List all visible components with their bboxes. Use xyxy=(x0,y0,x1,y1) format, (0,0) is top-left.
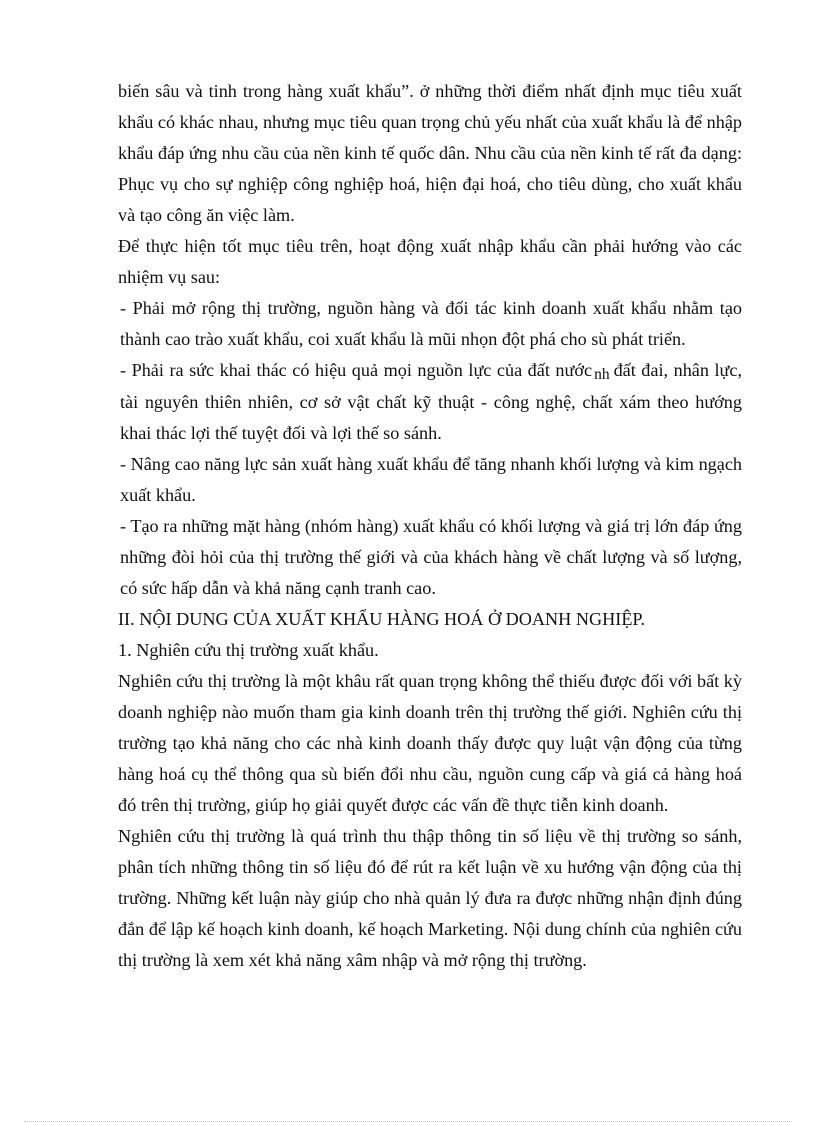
document-page xyxy=(118,76,742,976)
paragraph-market-research-process: Nghiên cứu thị trường là quá trình thu thập thông tin số liệu về thị trường so sánh, phân tích những thông tin số liệu đó để rút ra kết luận về xu hướng vận động của thị trường. Những kết luận này giúp cho nhà quản lý đưa ra được những nhận định đúng đắn để lập kế hoạch kinh doanh, kế hoạch Marketing. Nội dung chính của nghiên cứu thị trường là xem xét khả năng xâm nhập và mở rộng thị trường. xyxy=(118,826,742,970)
bullet-resources-start: - Phải ra sức khai thác có hiệu quả mọi nguồn lực của đất nước xyxy=(120,360,593,380)
bullet-production-capacity: - Nâng cao năng lực sản xuất hàng xuất khẩu để tăng nhanh khối lượng và kim ngạch xuất khẩu. xyxy=(120,454,742,505)
paragraph-tasks-intro: Để thực hiện tốt mục tiêu trên, hoạt động xuất nhập khẩu cần phải hướng vào các nhiệm vụ sau: xyxy=(118,236,742,287)
bullet-create-products: - Tạo ra những mặt hàng (nhóm hàng) xuất khẩu có khối lượng và giá trị lớn đáp ứng những đòi hỏi của thị trường thế giới và của khách hàng về chất lượng và số lượng, có sức hấp dẫn và khả năng cạnh tranh cao. xyxy=(120,516,742,598)
paragraph-market-research-importance: Nghiên cứu thị trường là một khâu rất quan trọng không thể thiếu được đối với bất kỳ doanh nghiệp nào muốn tham gia kinh doanh trên thị trường thế giới. Nghiên cứu thị trường tạo khả năng cho các nhà kinh doanh thấy được quy luật vận động của từng hàng hoá cụ thể thông qua sù biến đổi nhu cầu, nguồn cung cấp và giá cả hàng hoá đó trên thị trường, giúp họ giải quyết được các vấn đề thực tiễn kinh doanh. xyxy=(118,671,742,815)
bullet-expand-market: - Phải mở rộng thị trường, nguồn hàng và đối tác kinh doanh xuất khẩu nhằm tạo thành cao trào xuất khẩu, coi xuất khẩu là mũi nhọn đột phá cho sù phát triển. xyxy=(120,298,742,349)
bullet-resources-subscript: nh xyxy=(594,366,610,383)
bullet-resources-end: đất đai, nhân lực, tài nguyên thiên nhiên, cơ sở vật chất kỹ thuật - công nghệ, chất xám theo hướng khai thác lợi thế tuyệt đối và lợi thế so sánh. xyxy=(120,360,743,443)
subsection-heading: 1. Nghiên cứu thị trường xuất khẩu. xyxy=(118,640,379,660)
bullet-exploit-resources xyxy=(120,355,742,449)
page-bottom-divider xyxy=(24,1121,792,1122)
section-heading: II. NỘI DUNG CỦA XUẤT KHẨU HÀNG HOÁ Ở DOANH NGHIỆP. xyxy=(118,609,646,629)
paragraph-export-objectives: biến sâu và tinh trong hàng xuất khẩu”. ở những thời điểm nhất định mục tiêu xuất khẩu có khác nhau, nhưng mục tiêu quan trọng chủ yếu nhất của xuất khẩu là để nhập khẩu đáp ứng nhu cầu của nền kinh tế quốc dân. Nhu cầu của nền kinh tế rất đa dạng: Phục vụ cho sự nghiệp công nghiệp hoá, hiện đại hoá, cho tiêu dùng, cho xuất khẩu và tạo công ăn việc làm. xyxy=(118,81,742,225)
